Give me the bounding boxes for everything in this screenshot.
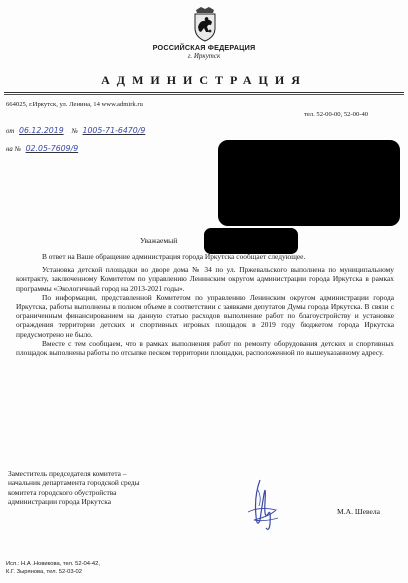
- reference-row: [6, 144, 78, 153]
- number-label: №: [71, 128, 78, 135]
- body-paragraph: По информации, представленной Комитетом по управлению Ленинским округом администрации города Иркутска, работы выполнены в полном объеме в соответствии с заявками депутатов Думы города Иркутска. В связи с ограниченным финансированием на данную статью расходов выполнение работ по благоустройству и установке ограждения территории детских и спортивных игровых площадок в 2019 году бюджетом города Иркутска предусмотрено не было.: [16, 292, 394, 339]
- header-divider-thin: [4, 94, 404, 95]
- greeting: Уважаемый: [140, 236, 178, 245]
- body-paragraph: Вместе с тем сообщаем, что в рамках выполнения работ по ремонту оборудования детских и спортивных площадок выполнены работы по отсыпке песком территории площадки, расположенной по вышеуказанному адресу.: [16, 338, 394, 358]
- registration-date-row: [6, 126, 145, 135]
- date-prefix: от: [6, 128, 15, 135]
- body-paragraph: Установка детской площадки во дворе дома № 34 по ул. Пржевальского выполнена по муниципальному контракту, заключенному Комитетом по управлению Ленинским округом администрации города Иркутска в рамках программы «Экологичный город на 2013-2021 годы».: [16, 265, 394, 293]
- body-paragraph: В ответ на Ваше обращение администрация города Иркутска сообщает следующее.: [42, 252, 306, 261]
- registration-number: 1005-71-6470/9: [82, 126, 146, 135]
- city-name: г. Иркутск: [187, 52, 221, 60]
- position-line: администрации города Иркутска: [8, 497, 112, 507]
- position-line: начальник департамента городской среды: [8, 478, 140, 488]
- executor-line: Исп.: Н.А .Новикова, тел. 52-04-42,: [6, 561, 100, 567]
- handwritten-signature: [240, 476, 284, 534]
- reference-number: 02.05-7609/9: [25, 144, 79, 153]
- coat-of-arms-icon: [192, 6, 218, 42]
- header-divider: [4, 92, 404, 93]
- executor-info: [6, 560, 100, 576]
- signer-name: М.А. Шевела: [337, 507, 381, 516]
- registration-date: 06.12.2019: [19, 126, 64, 135]
- position-line: комитета городского обустройства: [8, 487, 117, 497]
- position-line: Заместитель председателя комитета –: [8, 469, 127, 478]
- country-name: РОССИЙСКАЯ ФЕДЕРАЦИЯ: [152, 43, 256, 52]
- letter-body: [16, 252, 394, 357]
- redacted-recipient-address: [218, 140, 400, 226]
- signatory-position: [8, 469, 140, 507]
- organization-address: 664025, г.Иркутск, ул. Ленина, 14 www.admirk.ru: [6, 101, 143, 108]
- organization-phone: тел. 52-00-00, 52-00-40: [304, 111, 369, 118]
- organization-title: АДМИНИСТРАЦИЯ: [101, 73, 307, 87]
- reference-prefix: на №: [6, 146, 21, 153]
- executor-line: К.Г. Зырянова, тел. 52-03-02: [6, 569, 82, 575]
- redacted-recipient-name: [204, 228, 298, 254]
